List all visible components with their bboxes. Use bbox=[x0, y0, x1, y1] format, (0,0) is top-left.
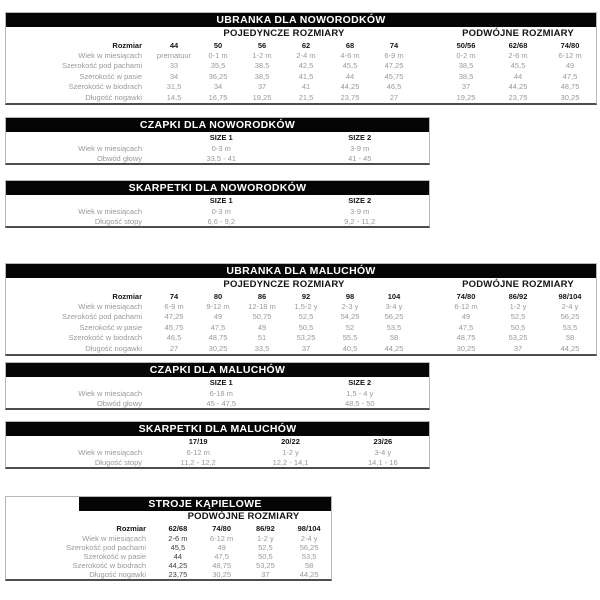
table-row bbox=[6, 534, 331, 543]
size-column-header: 62/68 bbox=[168, 523, 188, 533]
table-title-bar: CZAPKI DLA MALUCHÓW bbox=[6, 363, 429, 377]
size-value: 0-3 m bbox=[211, 144, 231, 153]
size-value: 50,5 bbox=[510, 322, 526, 332]
row-label: Wiek w miesiącach bbox=[78, 51, 142, 60]
row-label: Obwód głowy bbox=[96, 398, 142, 408]
size-value: 30,25 bbox=[208, 343, 228, 353]
size-value: 47,5 bbox=[214, 552, 229, 561]
table-swimwear bbox=[5, 496, 332, 581]
size-value: 1-2 y bbox=[509, 302, 527, 311]
size-value: 38,5 bbox=[254, 71, 270, 81]
size-value: 2-4 y bbox=[300, 534, 318, 543]
size-value: 44,25 bbox=[560, 343, 580, 353]
table-body bbox=[6, 195, 429, 226]
table-newborn-clothes bbox=[5, 12, 597, 105]
size-value: 0-1 m bbox=[208, 51, 228, 60]
table-row bbox=[6, 333, 596, 343]
row-label: Obwód głowy bbox=[96, 153, 142, 163]
size-value: 49 bbox=[565, 61, 575, 71]
row-label: Szerokość w biodrach bbox=[72, 561, 146, 570]
size-value: 19,25 bbox=[456, 92, 476, 102]
table-body bbox=[6, 511, 331, 579]
size-column-header: 98/104 bbox=[558, 292, 582, 301]
size-value: 33,5 - 41 bbox=[206, 153, 237, 163]
table-row bbox=[6, 72, 596, 82]
size-value: 3-9 m bbox=[350, 144, 370, 153]
size-value: 58 bbox=[304, 561, 314, 570]
size-value: 44 bbox=[513, 71, 523, 81]
table-row bbox=[6, 448, 429, 458]
size-value: 1,5-2 y bbox=[294, 302, 318, 311]
size-value: 16,75 bbox=[208, 92, 228, 102]
size-value: 23,75 bbox=[508, 92, 528, 102]
size-row-label: Rozmiar bbox=[112, 292, 142, 301]
size-value: 44 bbox=[173, 552, 183, 561]
table-newborn-socks bbox=[5, 180, 430, 228]
size-value: 53,5 bbox=[562, 322, 578, 332]
size-value: 47,5 bbox=[458, 322, 474, 332]
size-value: 41 - 45 bbox=[348, 153, 372, 163]
size-value: 2-6 m bbox=[508, 51, 528, 60]
size-value: 48,5 - 50 bbox=[344, 398, 375, 408]
size-value: 50,75 bbox=[252, 312, 272, 322]
size-value: 23,75 bbox=[340, 92, 360, 102]
table-toddler-hats bbox=[5, 362, 430, 410]
size-header-row bbox=[6, 436, 429, 448]
size-value: 0-2 m bbox=[456, 51, 476, 60]
row-label: Szerokość w pasie bbox=[79, 322, 142, 332]
size-column-header: 74/80 bbox=[212, 523, 232, 533]
table-row bbox=[6, 543, 331, 552]
size-value: 53,5 bbox=[386, 322, 402, 332]
size-value: 0-3 m bbox=[211, 207, 231, 216]
size-header-row bbox=[6, 291, 596, 302]
size-value: 52 bbox=[345, 322, 355, 332]
size-value: 53,25 bbox=[255, 561, 275, 570]
size-column-header: SIZE 1 bbox=[209, 196, 233, 205]
size-value: 48,75 bbox=[208, 333, 228, 343]
size-value: 14,5 bbox=[166, 92, 182, 102]
table-row bbox=[6, 561, 331, 570]
size-header-row bbox=[6, 195, 429, 207]
size-value: 6-18 m bbox=[209, 389, 233, 398]
size-row-label: Rozmiar bbox=[112, 41, 142, 50]
size-value: 45,75 bbox=[384, 71, 404, 81]
size-value: 30,25 bbox=[212, 570, 232, 579]
group-header-row bbox=[6, 511, 331, 524]
group-header: POJEDYNCZE ROZMIARY bbox=[223, 279, 345, 290]
table-newborn-hats bbox=[5, 117, 430, 165]
table-row bbox=[6, 344, 596, 354]
size-header-row bbox=[6, 377, 429, 389]
group-header: PODWÓJNE ROZMIARY bbox=[187, 511, 300, 522]
size-value: 50,5 bbox=[258, 552, 273, 561]
size-value: 58 bbox=[565, 333, 575, 343]
size-column-header: 86/92 bbox=[508, 292, 528, 301]
size-value: 12-18 m bbox=[248, 302, 276, 311]
size-value: 45,5 bbox=[342, 61, 358, 71]
table-body bbox=[6, 436, 429, 467]
table-row bbox=[6, 207, 429, 217]
size-value: 36,25 bbox=[208, 71, 228, 81]
row-label: Szerokość w pasie bbox=[83, 552, 146, 561]
group-header: POJEDYNCZE ROZMIARY bbox=[223, 28, 345, 39]
size-value: 45,5 bbox=[510, 61, 526, 71]
size-column-header: 74/80 bbox=[560, 41, 580, 50]
size-column-header: SIZE 2 bbox=[348, 133, 372, 142]
size-value: 2-6 m bbox=[168, 534, 188, 543]
row-label: Szerokość w pasie bbox=[79, 71, 142, 81]
table-row bbox=[6, 458, 429, 468]
size-value: 3-9 m bbox=[350, 207, 370, 216]
size-value: 49 bbox=[461, 312, 471, 322]
row-label: Wiek w miesiącach bbox=[78, 144, 142, 153]
size-column-header: 74 bbox=[389, 41, 399, 50]
size-value: 47,25 bbox=[384, 61, 404, 71]
row-label: Długość stopy bbox=[94, 457, 142, 467]
table-row bbox=[6, 302, 596, 312]
size-column-header: SIZE 1 bbox=[209, 378, 233, 387]
size-column-header: 68 bbox=[345, 41, 355, 50]
size-header-row bbox=[6, 524, 331, 535]
size-value: 40,5 bbox=[342, 343, 358, 353]
table-title-bar: SKARPETKI DLA MALUCHÓW bbox=[6, 422, 429, 436]
size-value: 4-6 m bbox=[340, 51, 360, 60]
size-value: 53,25 bbox=[508, 333, 528, 343]
table-row bbox=[6, 312, 596, 322]
table-row bbox=[6, 144, 429, 154]
size-column-header: 92 bbox=[301, 292, 311, 301]
size-value: 6-12 m bbox=[558, 51, 582, 60]
table-body bbox=[6, 27, 596, 103]
size-value: 38,5 bbox=[458, 71, 474, 81]
size-value: 48,75 bbox=[456, 333, 476, 343]
row-label: Szerokość pod pachami bbox=[61, 312, 142, 322]
size-value: 30,25 bbox=[456, 343, 476, 353]
table-row bbox=[6, 154, 429, 164]
table-row bbox=[6, 552, 331, 561]
size-column-header: 80 bbox=[213, 292, 223, 301]
group-header-row bbox=[6, 27, 596, 40]
table-row bbox=[6, 217, 429, 227]
size-column-header: 20/22 bbox=[281, 437, 300, 446]
size-value: 3-4 y bbox=[385, 302, 403, 311]
size-value: 6-12 m bbox=[209, 534, 234, 543]
group-header: PODWÓJNE ROZMIARY bbox=[462, 28, 574, 39]
size-value: 6-9 m bbox=[164, 302, 184, 311]
row-label: Długość nogawki bbox=[89, 570, 146, 579]
size-value: 48,75 bbox=[212, 561, 232, 570]
size-value: 47,5 bbox=[562, 71, 578, 81]
table-toddler-clothes bbox=[5, 263, 597, 356]
size-value: 6,6 - 9,2 bbox=[207, 216, 236, 226]
size-value: 44,25 bbox=[340, 82, 360, 92]
size-value: 44,25 bbox=[168, 561, 188, 570]
size-value: 52,5 bbox=[258, 543, 273, 552]
size-value: 56,25 bbox=[299, 543, 319, 552]
row-label: Szerokość pod pachami bbox=[61, 61, 142, 71]
size-value: 27 bbox=[389, 92, 399, 102]
size-value: 2-4 m bbox=[296, 51, 316, 60]
size-value: 55,5 bbox=[342, 333, 358, 343]
size-value: 1-2 m bbox=[252, 51, 272, 60]
row-label: Wiek w miesiącach bbox=[78, 389, 142, 398]
table-title-bar: SKARPETKI DLA NOWORODKÓW bbox=[6, 181, 429, 195]
size-row-label: Rozmiar bbox=[116, 523, 146, 533]
size-value: 19,25 bbox=[252, 92, 272, 102]
size-value: 34 bbox=[213, 82, 223, 92]
size-column-header: 50/56 bbox=[456, 41, 476, 50]
size-value: 52,5 bbox=[298, 312, 314, 322]
size-column-header: SIZE 2 bbox=[348, 378, 372, 387]
row-label: Wiek w miesiącach bbox=[78, 207, 142, 216]
size-value: 42,5 bbox=[298, 61, 314, 71]
size-value: 49 bbox=[257, 322, 267, 332]
size-header-row bbox=[6, 40, 596, 51]
table-title-bar: UBRANKA DLA NOWORODKÓW bbox=[6, 13, 596, 27]
size-value: 37 bbox=[461, 82, 471, 92]
size-value: 46,5 bbox=[386, 82, 402, 92]
table-toddler-socks bbox=[5, 421, 430, 469]
size-value: 53,5 bbox=[301, 552, 317, 561]
row-label: Wiek w miesiącach bbox=[82, 534, 146, 543]
size-column-header: 62 bbox=[301, 41, 311, 50]
size-value: 54,25 bbox=[340, 312, 360, 322]
size-value: 9,2 - 11,2 bbox=[344, 216, 376, 226]
size-column-header: 74/80 bbox=[456, 292, 476, 301]
size-value: 47,25 bbox=[164, 312, 184, 322]
size-value: 31,5 bbox=[166, 82, 182, 92]
size-column-header: 50 bbox=[213, 41, 223, 50]
size-value: 30,25 bbox=[560, 92, 580, 102]
table-title-bar: CZAPKI DLA NOWORODKÓW bbox=[6, 118, 429, 132]
size-value: 2-3 y bbox=[341, 302, 359, 311]
size-value: 44 bbox=[345, 71, 355, 81]
size-column-header: 74 bbox=[169, 292, 179, 301]
size-column-header: 62/68 bbox=[508, 41, 528, 50]
table-row bbox=[6, 93, 596, 103]
size-value: 38,5 bbox=[254, 61, 270, 71]
table-body bbox=[6, 278, 596, 354]
size-value: 51 bbox=[257, 333, 267, 343]
size-value: 49 bbox=[213, 312, 223, 322]
size-value: 1-2 y bbox=[282, 448, 299, 457]
size-value: 11,2 - 12,2 bbox=[180, 457, 216, 467]
size-value: 44,25 bbox=[299, 570, 319, 579]
size-header-row bbox=[6, 132, 429, 144]
size-column-header: 86/92 bbox=[255, 523, 275, 533]
group-header-row bbox=[6, 278, 596, 291]
size-value: 53,25 bbox=[296, 333, 316, 343]
size-value: 56,25 bbox=[560, 312, 580, 322]
group-header: PODWÓJNE ROZMIARY bbox=[462, 279, 574, 290]
size-value: 46,5 bbox=[166, 333, 182, 343]
size-value: 44,25 bbox=[384, 343, 404, 353]
table-row bbox=[6, 61, 596, 71]
size-value: 50,5 bbox=[298, 322, 314, 332]
size-column-header: SIZE 2 bbox=[348, 196, 372, 205]
size-value: 58 bbox=[389, 333, 399, 343]
size-value: 41,5 bbox=[298, 71, 314, 81]
size-value: 35,5 bbox=[210, 61, 226, 71]
size-column-header: 86 bbox=[257, 292, 267, 301]
row-label: Długość stopy bbox=[94, 216, 142, 226]
size-value: 44,25 bbox=[508, 82, 528, 92]
size-column-header: 98/104 bbox=[297, 523, 321, 533]
size-value: 41 bbox=[301, 82, 311, 92]
size-value: 1-2 y bbox=[257, 534, 274, 543]
size-value: 45,5 bbox=[170, 543, 186, 552]
size-value: 48,75 bbox=[560, 82, 580, 92]
size-value: 6-9 m bbox=[384, 51, 404, 60]
size-column-header: 98 bbox=[345, 292, 355, 301]
table-title-bar: STROJE KĄPIELOWE bbox=[79, 497, 331, 511]
size-column-header: SIZE 1 bbox=[209, 133, 233, 142]
table-row bbox=[6, 389, 429, 399]
table-title-bar: UBRANKA DLA MALUCHÓW bbox=[6, 264, 596, 278]
size-value: 47,5 bbox=[210, 322, 226, 332]
table-row bbox=[6, 51, 596, 61]
size-value: 34 bbox=[169, 71, 179, 81]
size-value: 37 bbox=[261, 570, 270, 579]
size-value: 3-4 y bbox=[374, 448, 392, 457]
size-value: 56,25 bbox=[384, 312, 404, 322]
row-label: Długość nogawki bbox=[85, 343, 142, 353]
size-value: 9-12 m bbox=[206, 302, 230, 311]
size-column-header: 104 bbox=[387, 292, 401, 301]
row-label: Szerokość w biodrach bbox=[68, 333, 142, 343]
size-value: 6-12 m bbox=[186, 448, 210, 457]
row-label: Wiek w miesiącach bbox=[78, 302, 142, 311]
size-value: 37 bbox=[301, 343, 311, 353]
row-label: Wiek w miesiącach bbox=[78, 448, 142, 457]
size-column-header: 56 bbox=[257, 41, 267, 50]
size-value: 38,5 bbox=[458, 61, 474, 71]
row-label: Długość nogawki bbox=[85, 92, 142, 102]
table-row bbox=[6, 399, 429, 409]
table-body bbox=[6, 132, 429, 163]
size-value: 33,5 bbox=[254, 343, 270, 353]
size-value: prematuur bbox=[156, 51, 192, 60]
size-column-header: 44 bbox=[169, 41, 179, 50]
size-value: 27 bbox=[169, 343, 179, 353]
size-value: 52,5 bbox=[510, 312, 526, 322]
size-value: 2-4 y bbox=[561, 302, 579, 311]
size-value: 23,75 bbox=[168, 570, 188, 579]
table-row bbox=[6, 323, 596, 333]
table-row bbox=[6, 82, 596, 92]
size-value: 45,75 bbox=[164, 322, 184, 332]
table-row bbox=[6, 570, 331, 579]
size-value: 33 bbox=[169, 61, 179, 71]
size-value: 12,2 - 14,1 bbox=[272, 457, 309, 467]
size-column-header: 23/26 bbox=[373, 437, 393, 446]
size-value: 37 bbox=[257, 82, 267, 92]
size-value: 6-12 m bbox=[454, 302, 478, 311]
table-body bbox=[6, 377, 429, 408]
size-value: 1,5 - 4 y bbox=[346, 389, 374, 398]
row-label: Szerokość pod pachami bbox=[65, 543, 146, 552]
size-value: 37 bbox=[513, 343, 523, 353]
size-value: 14,1 - 16 bbox=[368, 457, 398, 467]
size-value: 45 - 47,5 bbox=[206, 398, 237, 408]
row-label: Szerokość w biodrach bbox=[68, 82, 142, 92]
size-column-header: 17/19 bbox=[188, 437, 208, 446]
size-value: 21,5 bbox=[298, 92, 314, 102]
size-value: 49 bbox=[217, 543, 226, 552]
